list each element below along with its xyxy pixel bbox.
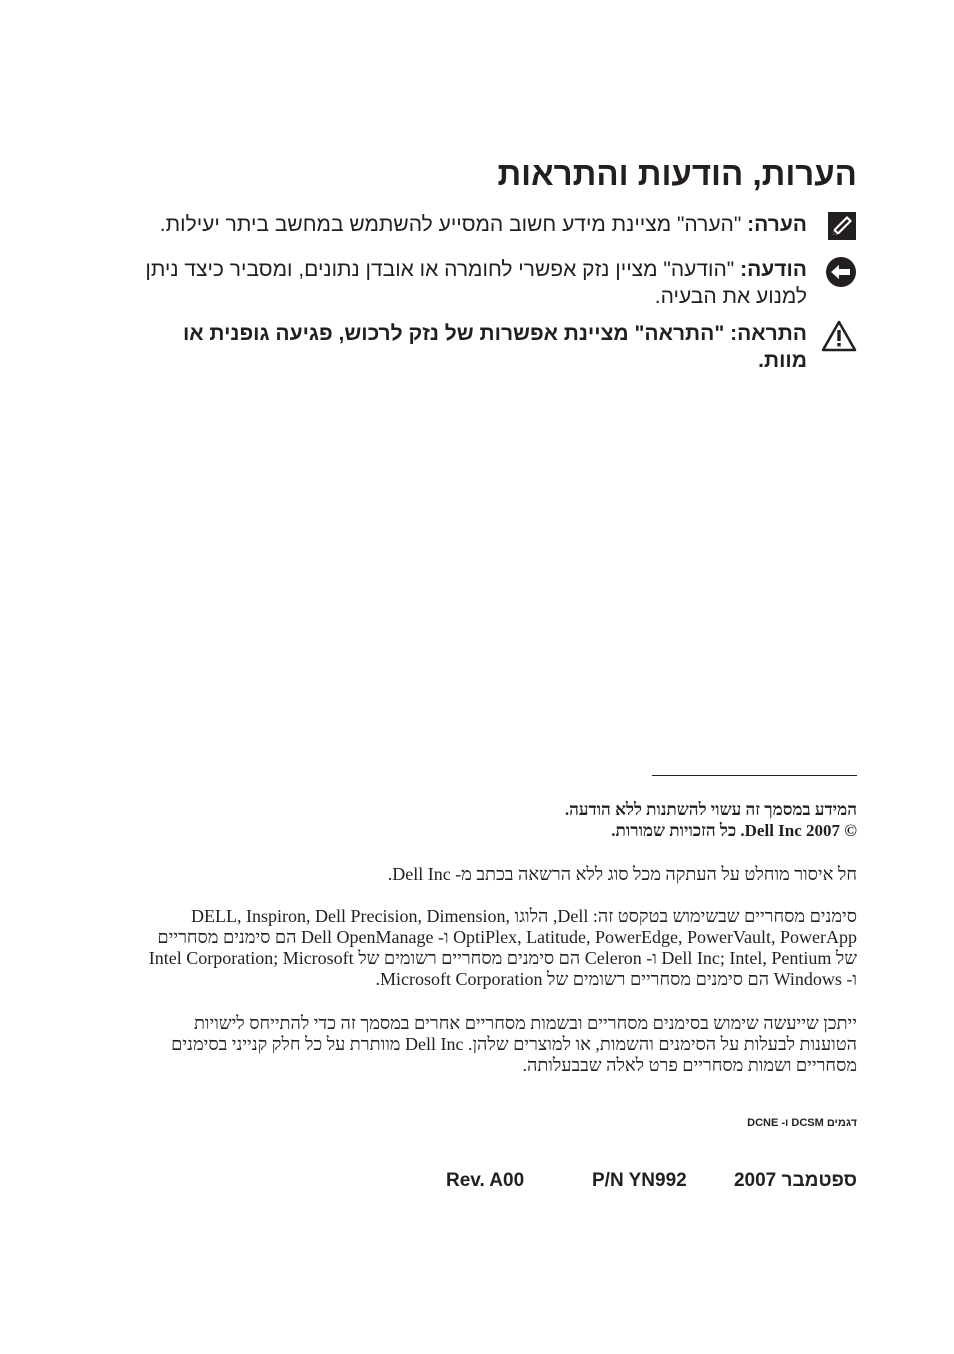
- page-title: הערות, הודעות והתראות: [497, 155, 857, 192]
- note-label: הערה:: [747, 213, 807, 236]
- reproduction-notice: חל איסור מוחלט על העתקה מכל סוג ללא הרשאה בכתב מ- Dell Inc.: [387, 864, 857, 884]
- warning-label: התראה:: [730, 322, 807, 345]
- notice-label: הודעה:: [740, 258, 807, 281]
- warning-block: [137, 320, 857, 376]
- other-trademarks-paragraph: ייתכן שייעשה שימוש בסימנים מסחריים ובשמות מסחריים אחרים במסמך זה כדי להתייחס לישויות הטוענות לבעלות על הסימנים והשמות, או למוצרים שלהן. Dell Inc מוותרת על כל חלק קנייני בסימנים מסחריים ושמות מסחריים פרט לאלה שבבעלותה.: [171, 1013, 857, 1075]
- note-pencil-icon: [823, 211, 857, 245]
- footer-part-number: P/N YN992: [592, 1170, 687, 1191]
- notice-block: [137, 256, 857, 312]
- copyright-line: © 2007 Dell Inc. כל הזכויות שמורות.: [611, 821, 857, 840]
- change-notice: המידע במסמך זה עשוי להשתנות ללא הודעה.: [564, 800, 857, 819]
- model-numbers: דגמים DCSM ו- DCNE: [747, 1117, 857, 1129]
- separator-rule: [652, 775, 857, 776]
- warning-text: "התראה" מציינת אפשרות של נזק לרכוש, פגיעה גופנית או מוות.: [182, 322, 807, 372]
- notice-text: "הודעה" מציין נזק אפשרי לחומרה או אובדן נתונים, ומסביר כיצד ניתן למנוע את הבעיה.: [145, 258, 807, 308]
- note-text: "הערה" מציינת מידע חשוב המסייע להשתמש במחשב ביתר יעילות.: [159, 213, 742, 236]
- trademarks-paragraph: סימנים מסחריים שבשימוש בטקסט זה: Dell, הלוגו DELL, Inspiron, Dell Precision, Dimension, OptiPlex, Latitude, PowerEdge, PowerVault, PowerApp ו- Dell OpenManage הם סימנים מסחריים של Dell Inc; Intel, Pentium ו- Celeron הם סימנים מסחריים רשומים של Intel Corporation; Microsoft ו- Windows הם סימנים מסחריים רשומים של Microsoft Corporation.: [148, 906, 857, 989]
- warning-triangle-icon: [823, 320, 857, 354]
- note-block: [137, 211, 857, 241]
- footer-date: ספטמבר 2007: [733, 1170, 857, 1191]
- footer-revision: Rev. A00: [446, 1170, 525, 1191]
- notice-circle-icon: [823, 256, 857, 290]
- legal-notice: [137, 799, 857, 841]
